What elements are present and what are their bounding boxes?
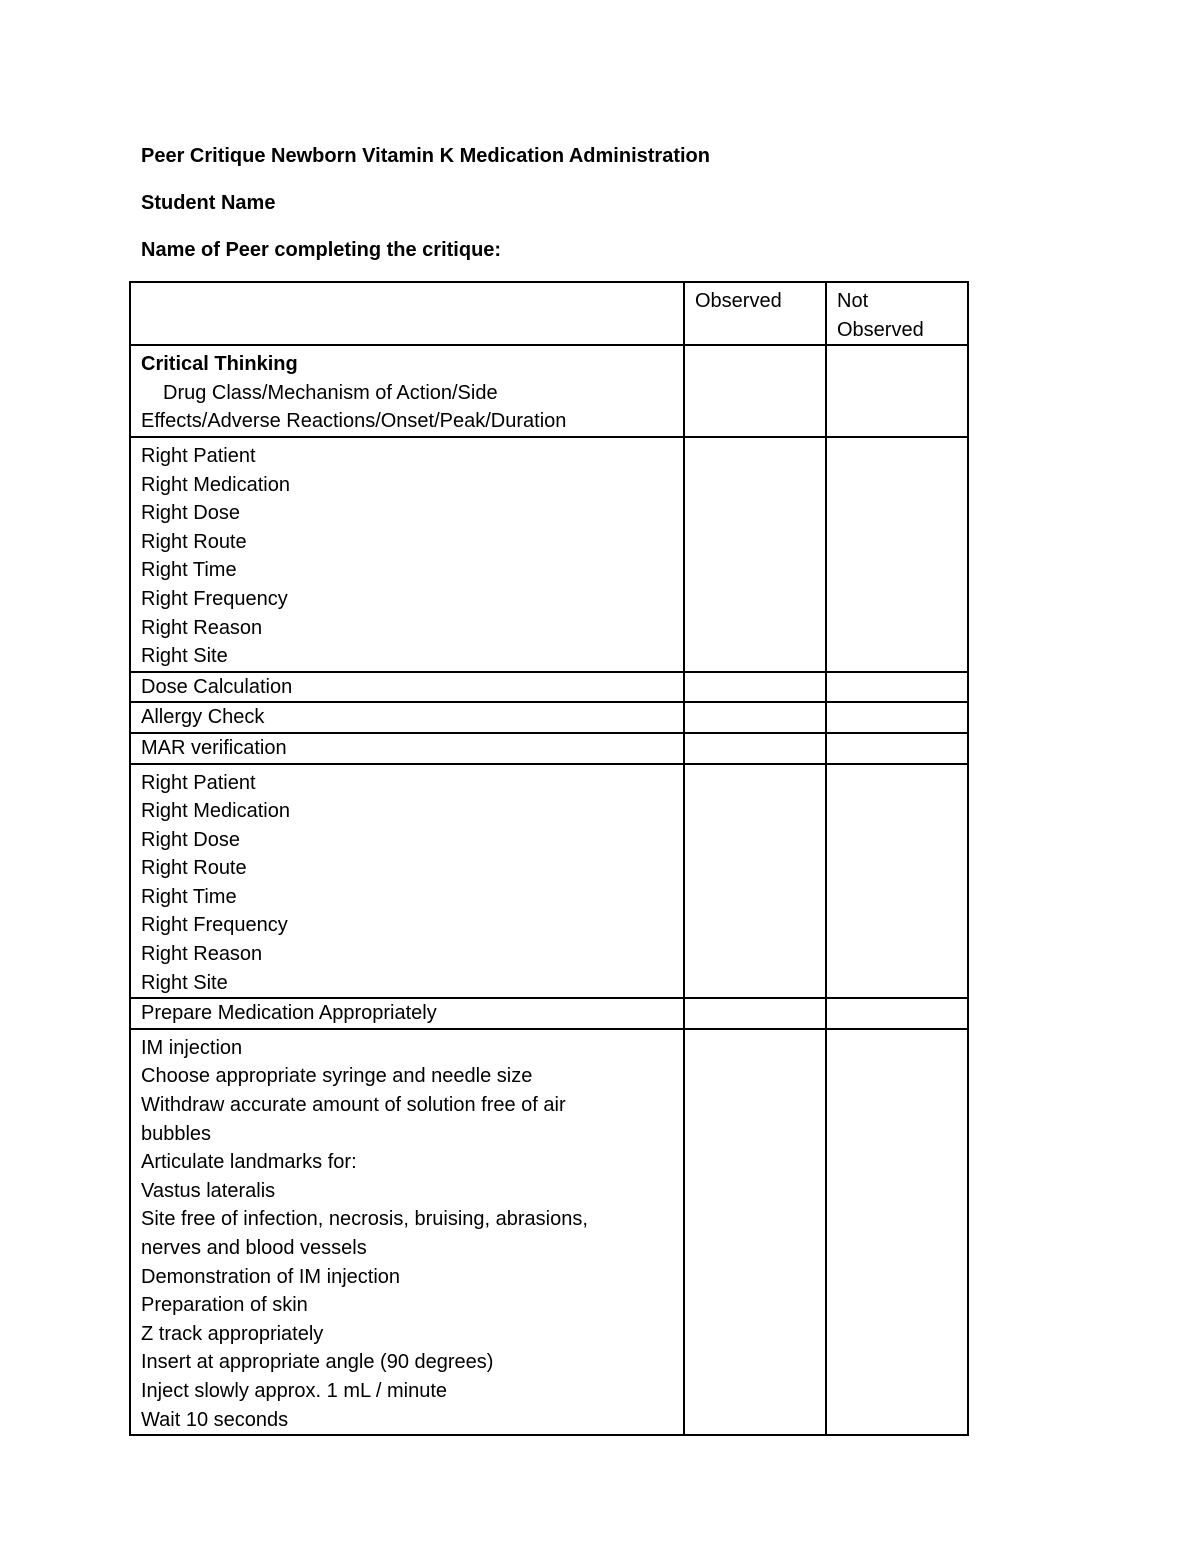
criteria-cell	[130, 764, 684, 999]
observed-cell[interactable]	[684, 672, 826, 703]
list-item: Right Time	[141, 559, 237, 582]
criteria-cell	[130, 1029, 684, 1435]
list-item: Right Route	[141, 857, 247, 880]
list-item: Z track appropriately	[141, 1322, 324, 1345]
list-item: Right Reason	[141, 616, 263, 639]
table-row-critical-thinking	[130, 345, 968, 437]
criteria-cell	[130, 345, 684, 437]
observed-cell[interactable]	[684, 1029, 826, 1435]
not-observed-cell[interactable]	[826, 345, 968, 437]
observed-cell[interactable]	[684, 437, 826, 672]
list-item: Right Patient	[141, 771, 256, 794]
list-item: Wait 10 seconds	[141, 1408, 289, 1431]
list-item: nerves and blood vessels	[141, 1237, 367, 1259]
list-item: Right Patient	[141, 444, 256, 467]
criteria-cell	[130, 672, 684, 703]
critical-thinking-line: Drug Class/Mechanism of Action/Side	[163, 381, 498, 404]
table-row-mar-verification	[130, 733, 968, 764]
observed-header: Observed	[695, 290, 782, 312]
list-item: Demonstration of IM injection	[141, 1265, 401, 1288]
list-item: Preparation of skin	[141, 1294, 308, 1317]
not-observed-cell[interactable]	[826, 764, 968, 999]
table-row-rights-1	[130, 437, 968, 672]
observed-cell[interactable]	[684, 345, 826, 437]
list-item: IM injection	[141, 1036, 243, 1059]
not-observed-cell[interactable]	[826, 733, 968, 764]
list-item: Right Route	[141, 530, 247, 553]
list-item: Right Site	[141, 971, 228, 994]
list-item: Right Dose	[141, 828, 240, 851]
observed-cell[interactable]	[684, 733, 826, 764]
critical-thinking-heading: Critical Thinking	[141, 353, 298, 376]
observed-header-cell	[684, 282, 826, 345]
not-observed-cell[interactable]	[826, 672, 968, 703]
list-item: Right Medication	[141, 800, 290, 823]
not-observed-header-cell	[826, 282, 968, 345]
not-observed-cell[interactable]	[826, 1029, 968, 1435]
criteria-header-cell	[130, 282, 684, 345]
mar-verification-label: MAR verification	[141, 736, 287, 759]
prepare-medication-label: Prepare Medication Appropriately	[141, 1002, 437, 1025]
list-item: Right Frequency	[141, 587, 288, 610]
student-name-label: Student Name	[141, 192, 276, 214]
observed-cell[interactable]	[684, 764, 826, 999]
allergy-check-label: Allergy Check	[141, 706, 265, 729]
criteria-cell	[130, 702, 684, 733]
not-observed-cell[interactable]	[826, 437, 968, 672]
list-item: Choose appropriate syringe and needle size	[141, 1065, 533, 1088]
list-item: Inject slowly approx. 1 mL / minute	[141, 1379, 448, 1402]
list-item: Withdraw accurate amount of solution free of air	[141, 1094, 566, 1117]
table-row-dose-calculation	[130, 672, 968, 703]
criteria-cell	[130, 998, 684, 1029]
list-item: Right Reason	[141, 943, 263, 966]
criteria-cell	[130, 437, 684, 672]
dose-calculation-label: Dose Calculation	[141, 675, 293, 698]
not-observed-cell[interactable]	[826, 998, 968, 1029]
list-item: Right Time	[141, 885, 237, 908]
list-item: Site free of infection, necrosis, bruising, abrasions,	[141, 1208, 588, 1231]
list-item: Right Medication	[141, 473, 290, 496]
not-observed-header-line1: Not	[837, 290, 869, 312]
list-item: bubbles	[141, 1122, 212, 1145]
list-item: Right Dose	[141, 502, 240, 525]
not-observed-header-line2: Observed	[837, 318, 924, 341]
peer-name-label: Name of Peer completing the critique:	[141, 239, 502, 261]
list-item: Vastus lateralis	[141, 1179, 276, 1202]
list-item: Insert at appropriate angle (90 degrees)	[141, 1351, 494, 1374]
list-item: Right Frequency	[141, 914, 288, 937]
list-item: Articulate landmarks for:	[141, 1151, 357, 1174]
table-header-row	[130, 282, 968, 345]
list-item: Right Site	[141, 645, 228, 668]
table-row-allergy-check	[130, 702, 968, 733]
table-row-im-injection	[130, 1029, 968, 1435]
not-observed-cell[interactable]	[826, 702, 968, 733]
criteria-cell	[130, 733, 684, 764]
critique-table	[129, 281, 969, 1436]
table-row-rights-2	[130, 764, 968, 999]
critical-thinking-line: Effects/Adverse Reactions/Onset/Peak/Duration	[141, 410, 567, 433]
observed-cell[interactable]	[684, 702, 826, 733]
table-row-prepare-medication	[130, 998, 968, 1029]
observed-cell[interactable]	[684, 998, 826, 1029]
document-title: Peer Critique Newborn Vitamin K Medication Administration	[141, 145, 710, 167]
